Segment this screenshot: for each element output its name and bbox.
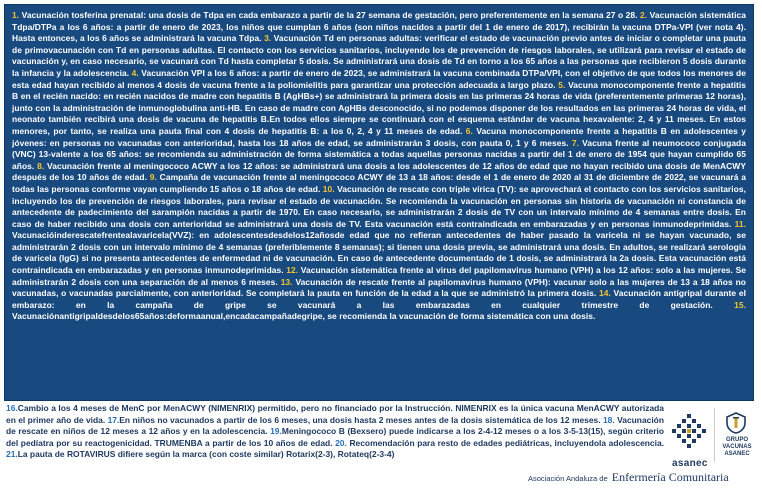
note-number: 2. <box>640 10 648 20</box>
note-text: Cambio a los 4 meses de MenC por MenACWY (NIMENRIX) permitido, pero no financiado por la Instrucción. NIMENRIX es la única vacuna MenACWY autorizada en el primer año de vida. <box>6 403 664 425</box>
syringe-shield-icon <box>725 412 747 434</box>
note-number: 15. <box>734 299 746 310</box>
note-number: 19. <box>270 426 282 437</box>
note-text: Vacunación frente al meningococo ACWY a los 12 años: se administrará una dosis a los adolescentes de 12 años de edad que no hayan recibido una dosis de MenACWY después de los 10 años de edad. <box>12 160 746 183</box>
association-prefix: Asociación Andaluza de <box>528 474 608 483</box>
note-text: Vacunación de rescate frente al papilomavirus humano (VPH): vacunar solo a las mujeres de 13 a 18 años no vacunadas, o vacunadas parcialmente, con anterioridad. Se completará la pauta en función de la edad a la que se administró la primera dosis. <box>12 276 746 299</box>
note-text: Vacunación VPI a los 6 años: a partir de enero de 2023, se administrará la vacuna combinada DTPa/VPI, con el objetivo de que todos los menores de esta edad hayan recibido al menos 4 dosis de vacuna frente a la poliomielitis para garantizar una protección adecuada a largo plazo. <box>12 67 747 90</box>
vacunas-label: VACUNAS <box>722 444 752 450</box>
note-number: 1. <box>12 10 20 20</box>
note-text: Campaña de vacunación frente al meningococo ACWY de 13 a 18 años: desde el 1 de enero de 2020 al 31 de diciembre de 2022, se vacunará a todas las personas conforme vayan cumpliendo 15 años o 18 años de edad. <box>12 172 746 194</box>
note-number: 11. <box>734 218 746 229</box>
note-number: 10. <box>322 183 335 194</box>
note-number: 14. <box>598 288 611 299</box>
asanec-wordmark: asanec <box>672 458 708 469</box>
note-number: 7. <box>571 137 579 148</box>
note-number: 3. <box>264 33 272 44</box>
note-number: 6. <box>465 125 473 136</box>
asanec-logo-icon <box>669 412 709 454</box>
note-text: Vacunación tosferina prenatal: una dosis de Tdpa en cada embarazo a partir de la 27 semana de gestación, pero preferentemente en la semana 27 o 28. <box>19 10 641 20</box>
note-text: Recomendación para resto de edades pediátricas, incluyendola adolescencia. <box>346 437 664 448</box>
notes-paragraph <box>12 10 746 323</box>
note-text: Vacunación de rescate en niños de 12 meses a 12 años y en la adolescencia. <box>6 414 664 437</box>
note-text: La pauta de ROTAVIRUS difiere según la marca (con coste similar) Rotarix(2-3), Rotateq(2-3-4) <box>17 449 395 460</box>
note-number: 21. <box>6 449 18 460</box>
note-text: Vacunación antigripal durante el embarazo: en la campaña de gripe se vacunará a las embarazadas en cualquier trimestre de gestación. <box>12 288 746 310</box>
asanec-label: ASANEC <box>724 451 750 457</box>
note-text: Vacunaciónantigripaldesdelos65años:deformaanual,encadacampañadegripe, se recomienda la vacunación de forma sistemática con una dosis. <box>12 311 596 322</box>
note-number: 16. <box>6 403 18 413</box>
note-number: 17. <box>107 414 120 425</box>
note-number: 20. <box>335 437 347 448</box>
grupo-label: GRUPO <box>725 437 748 443</box>
note-text: Vacunación sistemática Tdpa/DTPa a los 6 años: a partir de enero de 2023, los niños que cumplan 6 años (son niños nacidos a partir del 1 de enero de 2017), recibirán la vacuna DTPa-VPI (ver nota 4). Hasta entonces, a los 6 años se administrará la vacuna Tdpa. <box>12 10 746 44</box>
note-text: Vacuna monocomponente frente a hepatitis B en el recién nacido: en recién nacidos de madre con hepatitis B (AgHBs+) se administrará la primera dosis en las primeras 24 horas de vida (preferentemente primeras 12 horas), junto con la administración de inmunoglobulina anti-HB. En caso de madre con AgHBs desconocido, si no podemos disponer de los resultados en las primeras 24 horas de vida, el neonato también recibirá una dosis de vacuna de hepatitis B.En todos ellos siempre se continuará con el esquema estándar de vacuna hexavalente: 2, 4 y 11 meses. En estos menores, por tanto, se realiza una pauta final con 4 dosis de hepatitis B: a los 0, 2, 4 y 11 meses de edad. <box>12 79 746 136</box>
note-number: 8. <box>37 160 45 171</box>
grupo-vacunas-logo <box>714 408 757 462</box>
note-text: Vacuna frente al neumococo conjugada (VNC) 13-valente a los 65 años: se recomienda su administración de forma sistemática a todas aquellas personas nacidas a partir del 1 de enero de 1954 que hayan cumplido 65 años. <box>12 137 747 171</box>
note-number: 13. <box>280 276 293 287</box>
note-text: Vacunación de rescate con triple vírica (TV): se aprovechará el contacto con los servicios sanitarios, incluyendo los de prevención de riesgos laborales, para revisar el estado de vacunación. Se recomienda la vacunación en personas sin historia de vacunación ni constancia de antecedente de padecimiento del sarampión nacidas a partir de 1970. En caso necesario, se administrarán 2 dosis de TV con un intervalo mínimo de 4 semanas entre dosis. En caso de haber recibido una dosis con anterioridad se administrará una dosis de TV. Esta vacunación está contraindicada en embarazadas y en personas inmunodeprimidas. <box>12 183 746 229</box>
note-text: Vacunación Td en personas adultas: verificar el estado de vacunación previo antes de iniciar o completar una pauta de primovacunación con Td en personas adultas. El contacto con los servicios sanitarios, incluyendo los de prevención de riesgos laborales, se utilizará para revisar el estado de vacunación y, en caso necesario, se vacunará con Td hasta completar 5 dosis. Se administrará una dosis de Td en torno a los 65 años a las personas que recibieron 5 dosis durante la infancia y la adolescencia. <box>12 33 746 78</box>
note-number: 18. <box>602 414 615 425</box>
note-text: Vacunacióinderescatefrentealavaricela(VVZ): en adolescentesdesdelos12añosde edad que no refieran antecedentes de haber pasado la varicela ni se hayan vacunado, se administrarán 2 dosis con un intervalo mínimo de 4 semanas (preferiblemente 8 semanas); si tienen una dosis previa, se administrará una dosis. En adultos, se realizará serología de varicela (IgG) si no presenta antecedentes de enfermedad ni de vacunación. En caso de antecedente documentado de 1 dosis, se administrará la 2a dosis. Esta vacunación está contraindicada en embarazadas y en personas inmunodeprimidas. <box>12 230 746 276</box>
note-text: Meningococo B (Bexsero) puede indicarse a los 2-4-12 meses o a los 3-5-13(15), según criterio del pedíatra por su reactogenicidad. TRUMENBA a partir de los 10 años de edad. <box>6 426 664 448</box>
note-text: Vacunación sistemática frente al virus del papilomavirus humano (VPH) a los 12 años: solo a las mujeres. Se administrarán 2 dosis con una separación de al menos 6 meses. <box>12 265 746 287</box>
note-number: 5. <box>558 79 566 90</box>
footer-paragraph <box>6 403 664 461</box>
note-text: Vacuna monocomponente frente a hepatitis B en adolescentes y jóvenes: en personas no vacunadas con anterioridad, hasta los 18 años de edad, se administrarán 3 dosis, con pauta 0, 1 y 6 meses. <box>12 125 747 148</box>
association-name: Enfermería Comunitaria <box>611 470 729 484</box>
notes-panel <box>4 4 754 401</box>
note-number: 4. <box>131 67 139 78</box>
note-text: En niños no vacunados a partir de los 6 meses, una dosis hasta 2 meses antes de la dosis sistemática de los 12 meses. <box>119 414 603 425</box>
association-credit <box>528 470 729 485</box>
note-number: 12. <box>286 265 299 276</box>
note-number: 9. <box>149 172 157 183</box>
